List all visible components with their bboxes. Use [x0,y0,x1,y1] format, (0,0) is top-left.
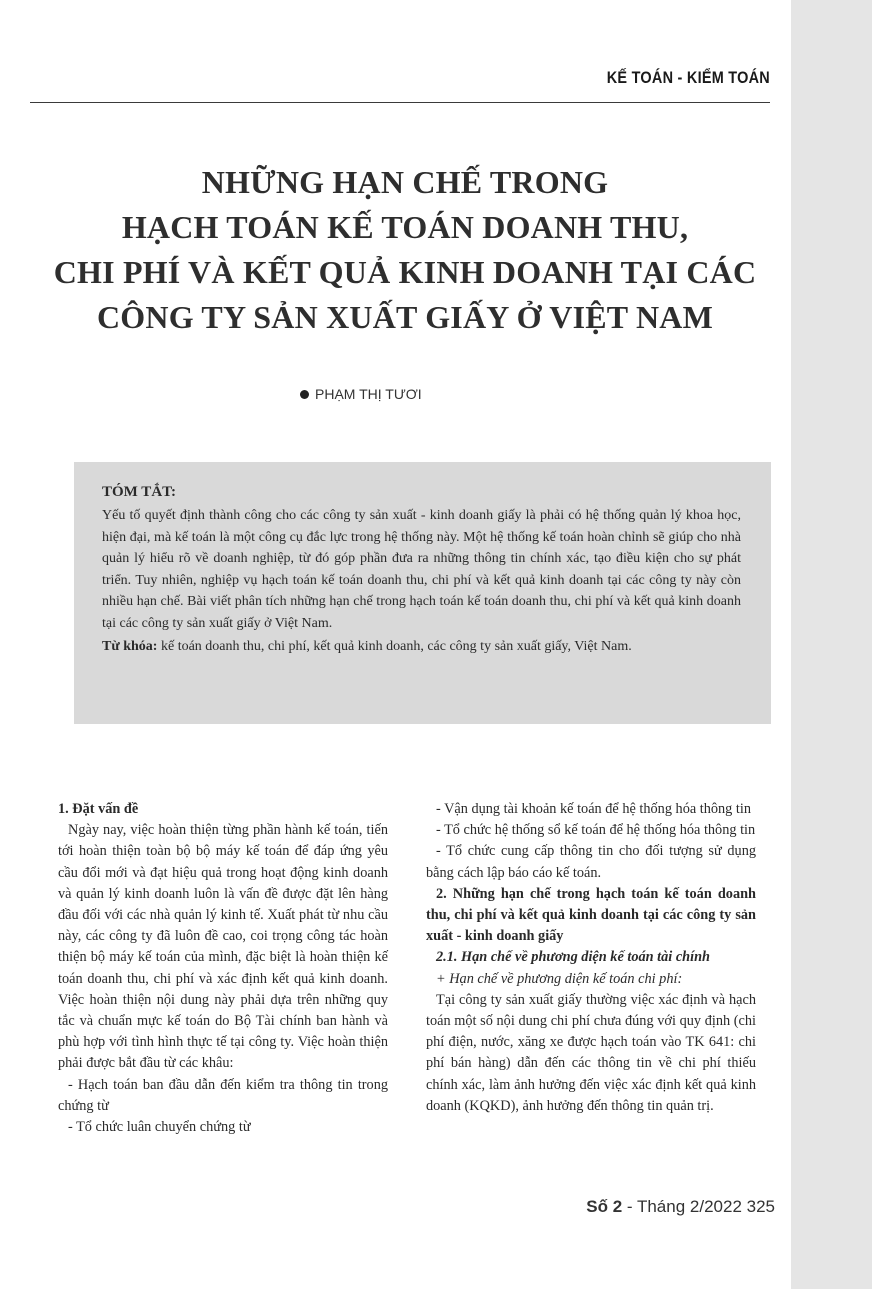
keywords-label: Từ khóa: [102,639,158,654]
right-column [426,799,756,1117]
section-heading-2: 2. Những hạn chế trong hạch toán kế toán doanh thu, chi phí và kết quả kinh doanh tại các công ty sản xuất - kinh doanh giấy [426,885,756,945]
bullet-icon [300,390,309,399]
issue-month: - Tháng 2/2022 [622,1197,747,1216]
abstract-body: Yếu tố quyết định thành công cho các công ty sản xuất - kinh doanh giấy là phải có hệ thống quản lý khoa học, hiện đại, mà kế toán là một công cụ đắc lực trong hệ thống này. Một hệ thống kế toán hoàn chỉnh sẽ giúp cho nhà quản lý hiểu rõ về doanh nghiệp, từ đó góp phần đưa ra những thông tin chính xác, tạo điều kiện cho sự phát triển. Tuy nhiên, nghiệp vụ hạch toán kế toán doanh thu, chi phí và kết quả kinh doanh tại các công ty này còn nhiều hạn chế. Bài viết phân tích những hạn chế trong hạch toán kế toán doanh thu, chi phí và kết quả kinh doanh tại các công ty sản xuất giấy ở Việt Nam. [102,508,741,631]
list-item: - Vận dụng tài khoản kế toán để hệ thống hóa thông tin [436,801,751,817]
issue-number: Số 2 [586,1197,623,1216]
author-line [300,383,520,405]
header-rule [30,102,770,103]
side-margin-strip [791,0,872,1289]
left-column [58,799,388,1138]
keywords-text: kế toán doanh thu, chi phí, kết quả kinh doanh, các công ty sản xuất giấy, Việt Nam. [157,639,632,654]
article-title [40,160,770,340]
list-item: - Tổ chức hệ thống sổ kế toán để hệ thống hóa thông tin [436,822,756,839]
keywords [102,636,741,658]
title-line-4: CÔNG TY SẢN XUẤT GIẤY Ở VIỆT NAM [97,299,713,335]
title-line-1: NHỮNG HẠN CHẾ TRONG [201,164,609,200]
title-line-2: HẠCH TOÁN KẾ TOÁN DOANH THU, [121,209,689,245]
subsection-heading-2-1: 2.1. Hạn chế về phương diện kế toán tài chính [436,949,711,966]
subsection-label: + Hạn chế về phương diện kế toán chi phí: [436,970,683,987]
list-item: - Tổ chức cung cấp thông tin cho đối tượng sử dụng bằng cách lập báo cáo kế toán. [426,843,756,881]
list-item: - Tổ chức luân chuyển chứng từ [68,1119,251,1136]
abstract-box [74,462,771,724]
section-heading-1: 1. Đặt vấn đề [58,801,139,817]
page-number: 325 [746,1197,775,1216]
paragraph-cost: Tại công ty sản xuất giấy thường việc xác định và hạch toán một số nội dung chi phí chưa đúng với quy định (chi phí điện, nước, xăng xe được hạch toán vào TK 641: chi phí bán hàng) dẫn đến các thông tin về chi phí thiếu chính xác, làm ảnh hưởng đến việc xác định kết quả kinh doanh (KQKD), ảnh hưởng đến thông tin quản trị. [426,991,756,1114]
list-item: - Hạch toán ban đầu dẫn đến kiểm tra thông tin trong chứng từ [58,1076,388,1114]
section-label: KẾ TOÁN - KIỂM TOÁN [606,68,770,87]
paragraph-intro: Ngày nay, việc hoàn thiện từng phần hành kế toán, tiến tới hoàn thiện toàn bộ bộ máy kế toán để đáp ứng yêu cầu đổi mới và đạt hiệu quả trong hoạt động kinh doanh và quản lý kinh doanh luôn là vấn đề được đặt lên hàng đầu đối với các nhà quản lý kinh tế. Xuất phát từ nhu cầu này, các công ty đã luôn đề cao, coi trọng công tác hoàn thiện bộ máy kế toán của mình, đặc biệt là hoàn thiện kế toán doanh thu, chi phí và xác định kết quả kinh doanh. Việc hoàn thiện nội dung này phải dựa trên những quy tắc và chuẩn mực kế toán do Bộ Tài chính ban hành và phù hợp với tình hình thực tế tại công ty. Việc hoàn thiện phải được bắt đầu từ các khâu: [58,822,388,1072]
author-name: PHẠM THỊ TƯƠI [315,386,422,402]
page-footer [545,1197,775,1223]
title-line-3: CHI PHÍ VÀ KẾT QUẢ KINH DOANH TẠI CÁC [53,254,757,290]
abstract-heading: TÓM TẮT: [102,484,177,500]
